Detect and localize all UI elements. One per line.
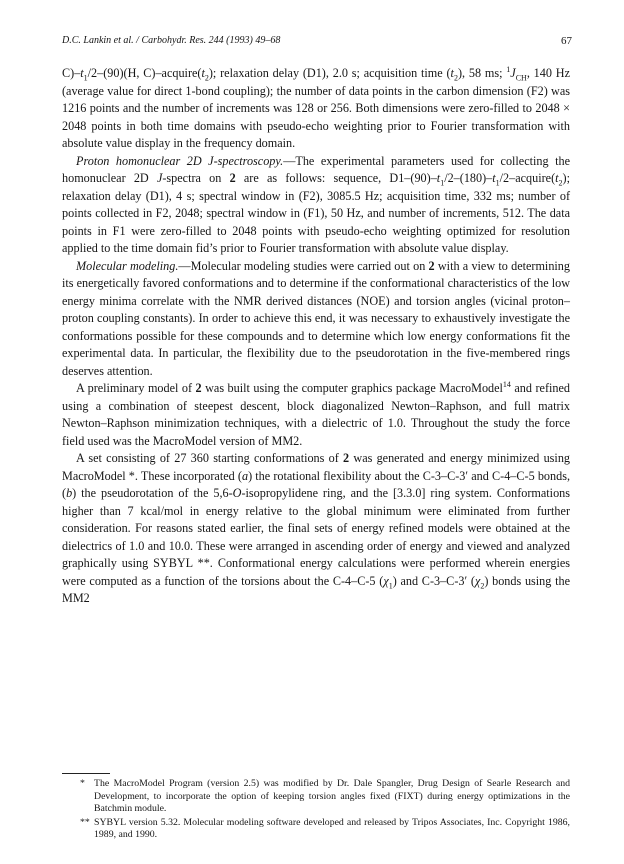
- page-number: 67: [561, 35, 572, 47]
- footnotes: [80, 778, 570, 843]
- running-head: [62, 30, 570, 50]
- page: [62, 30, 570, 608]
- body-text: [62, 65, 570, 608]
- reference-superscript: 14: [502, 379, 511, 389]
- footnote-text: The MacroModel Program (version 2.5) was modified by Dr. Dale Spangler, Drug Design of Searle Research and Development, to incorporate the option of keeping torsion angles fixed (FIXT) during energy optimizations in the Batchmin module.: [94, 778, 570, 815]
- paragraph-molecular-modeling: Molecular modeling.—Molecular modeling studies were carried out on 2 with a view to determining its energetically favored conformations and to determine if the conformational characteristics of the low energy minima correlate with the NMR derived distances (NOE) and torsion angles (vicinal proton–proton coupling constants). In order to achieve this end, it was necessary to exhaustively investigate the conformations possible for these compounds and to determine which low energy conformations fit the experimental data. In particular, the flexibility due to the pseudorotation in the five-membered rings deserves attention.: [62, 258, 570, 378]
- footnote-rule: [62, 773, 110, 774]
- section-heading-j-spectroscopy: Proton homonuclear 2D J-spectroscopy.: [76, 153, 284, 168]
- paragraph-j-spectroscopy: Proton homonuclear 2D J-spectroscopy.—The experimental parameters used for collecting the homonuclear 2D J-spectra on 2 are as follows: sequence, $D1-(90)-t_1/2-(180)-t_1/2-acquire(t_2)$; relaxation delay (D1), 4 s; spectral window in (F2), 3085.5 Hz; acquisition time, 332 ms; number of points collected in F2, 2048; spectral window in (F1), 50 Hz, and number of increments, 512. The data points in F1 were zero-filled to 2048 points with pseudo-echo weighting optimized for resolution applied to the time domain fid’s prior to Fourier transformation with absolute value display.: [62, 153, 570, 255]
- paragraph-preliminary-model: A preliminary model of 2 was built using the computer graphics package MacroModel$^{14}$ and refined using a combination of steepest descent, block diagonalized Newton–Raphson, and full matrix Newton–Raphson minimization techniques, with a dielectric of 1.0. Throughout the study the force field used was the MacroModel version of MM2.: [62, 379, 570, 448]
- journal-citation: D.C. Lankin et al. / Carbohydr. Res. 244 (1993) 49–68: [62, 35, 281, 46]
- section-heading-molecular-modeling: Molecular modeling.: [76, 258, 179, 273]
- paragraph-conformation-set: A set consisting of 27 360 starting conformations of 2 was generated and energy minimized using MacroModel *. These incorporated (a) the rotational flexibility about the C-3–C-3′ and C-4–C-5 bonds, (b) the pseudorotation of the 5,6-O-isopropylidene ring, and the [3.3.0] ring system. Conformations higher than 7 kcal/mol in energy relative to the global minimum were eliminated from further consideration. For reasons stated earlier, the final sets of energy refined models were obtained at the dielectrics of 1.0 and 10.0. These were arranged in ascending order of energy and viewed and analyzed graphically using SYBYL **. Conformational energy calculations were performed wherein energies were computed as a function of the torsions about the C-4–C-5 $(\chi_1)$ and C-3–C-3′ $(\chi_2)$ bonds using the MM2: [62, 451, 571, 605]
- footnote-macromodel: [80, 778, 570, 816]
- footnote-sybyl: [80, 817, 570, 842]
- footnote-mark: **: [80, 816, 90, 828]
- paragraph-hmqc-parameters: $C)-t_1/2-(90)(H$, $C)-acquire(t_2)$; relaxation delay (D1), 2.0 s; acquisition time $(t_2)$, 58 ms; $^1J_{CH}$, 140 Hz (average value for direct 1-bond coupling); the number of data points in the carbon dimension (F2) was 1216 points and the number of increments was 128 or 256. Both dimensions were zero-filled to 2048 × 2048 points in both time domains with pseudo-echo weighting prior to Fourier transformation with absolute value display in the frequency domain.: [62, 64, 570, 150]
- footnote-mark: *: [80, 778, 85, 789]
- footnote-text: SYBYL version 5.32. Molecular modeling software developed and released by Tripos Associates, Inc. Copyright 1986, 1989, and 1990.: [94, 816, 570, 841]
